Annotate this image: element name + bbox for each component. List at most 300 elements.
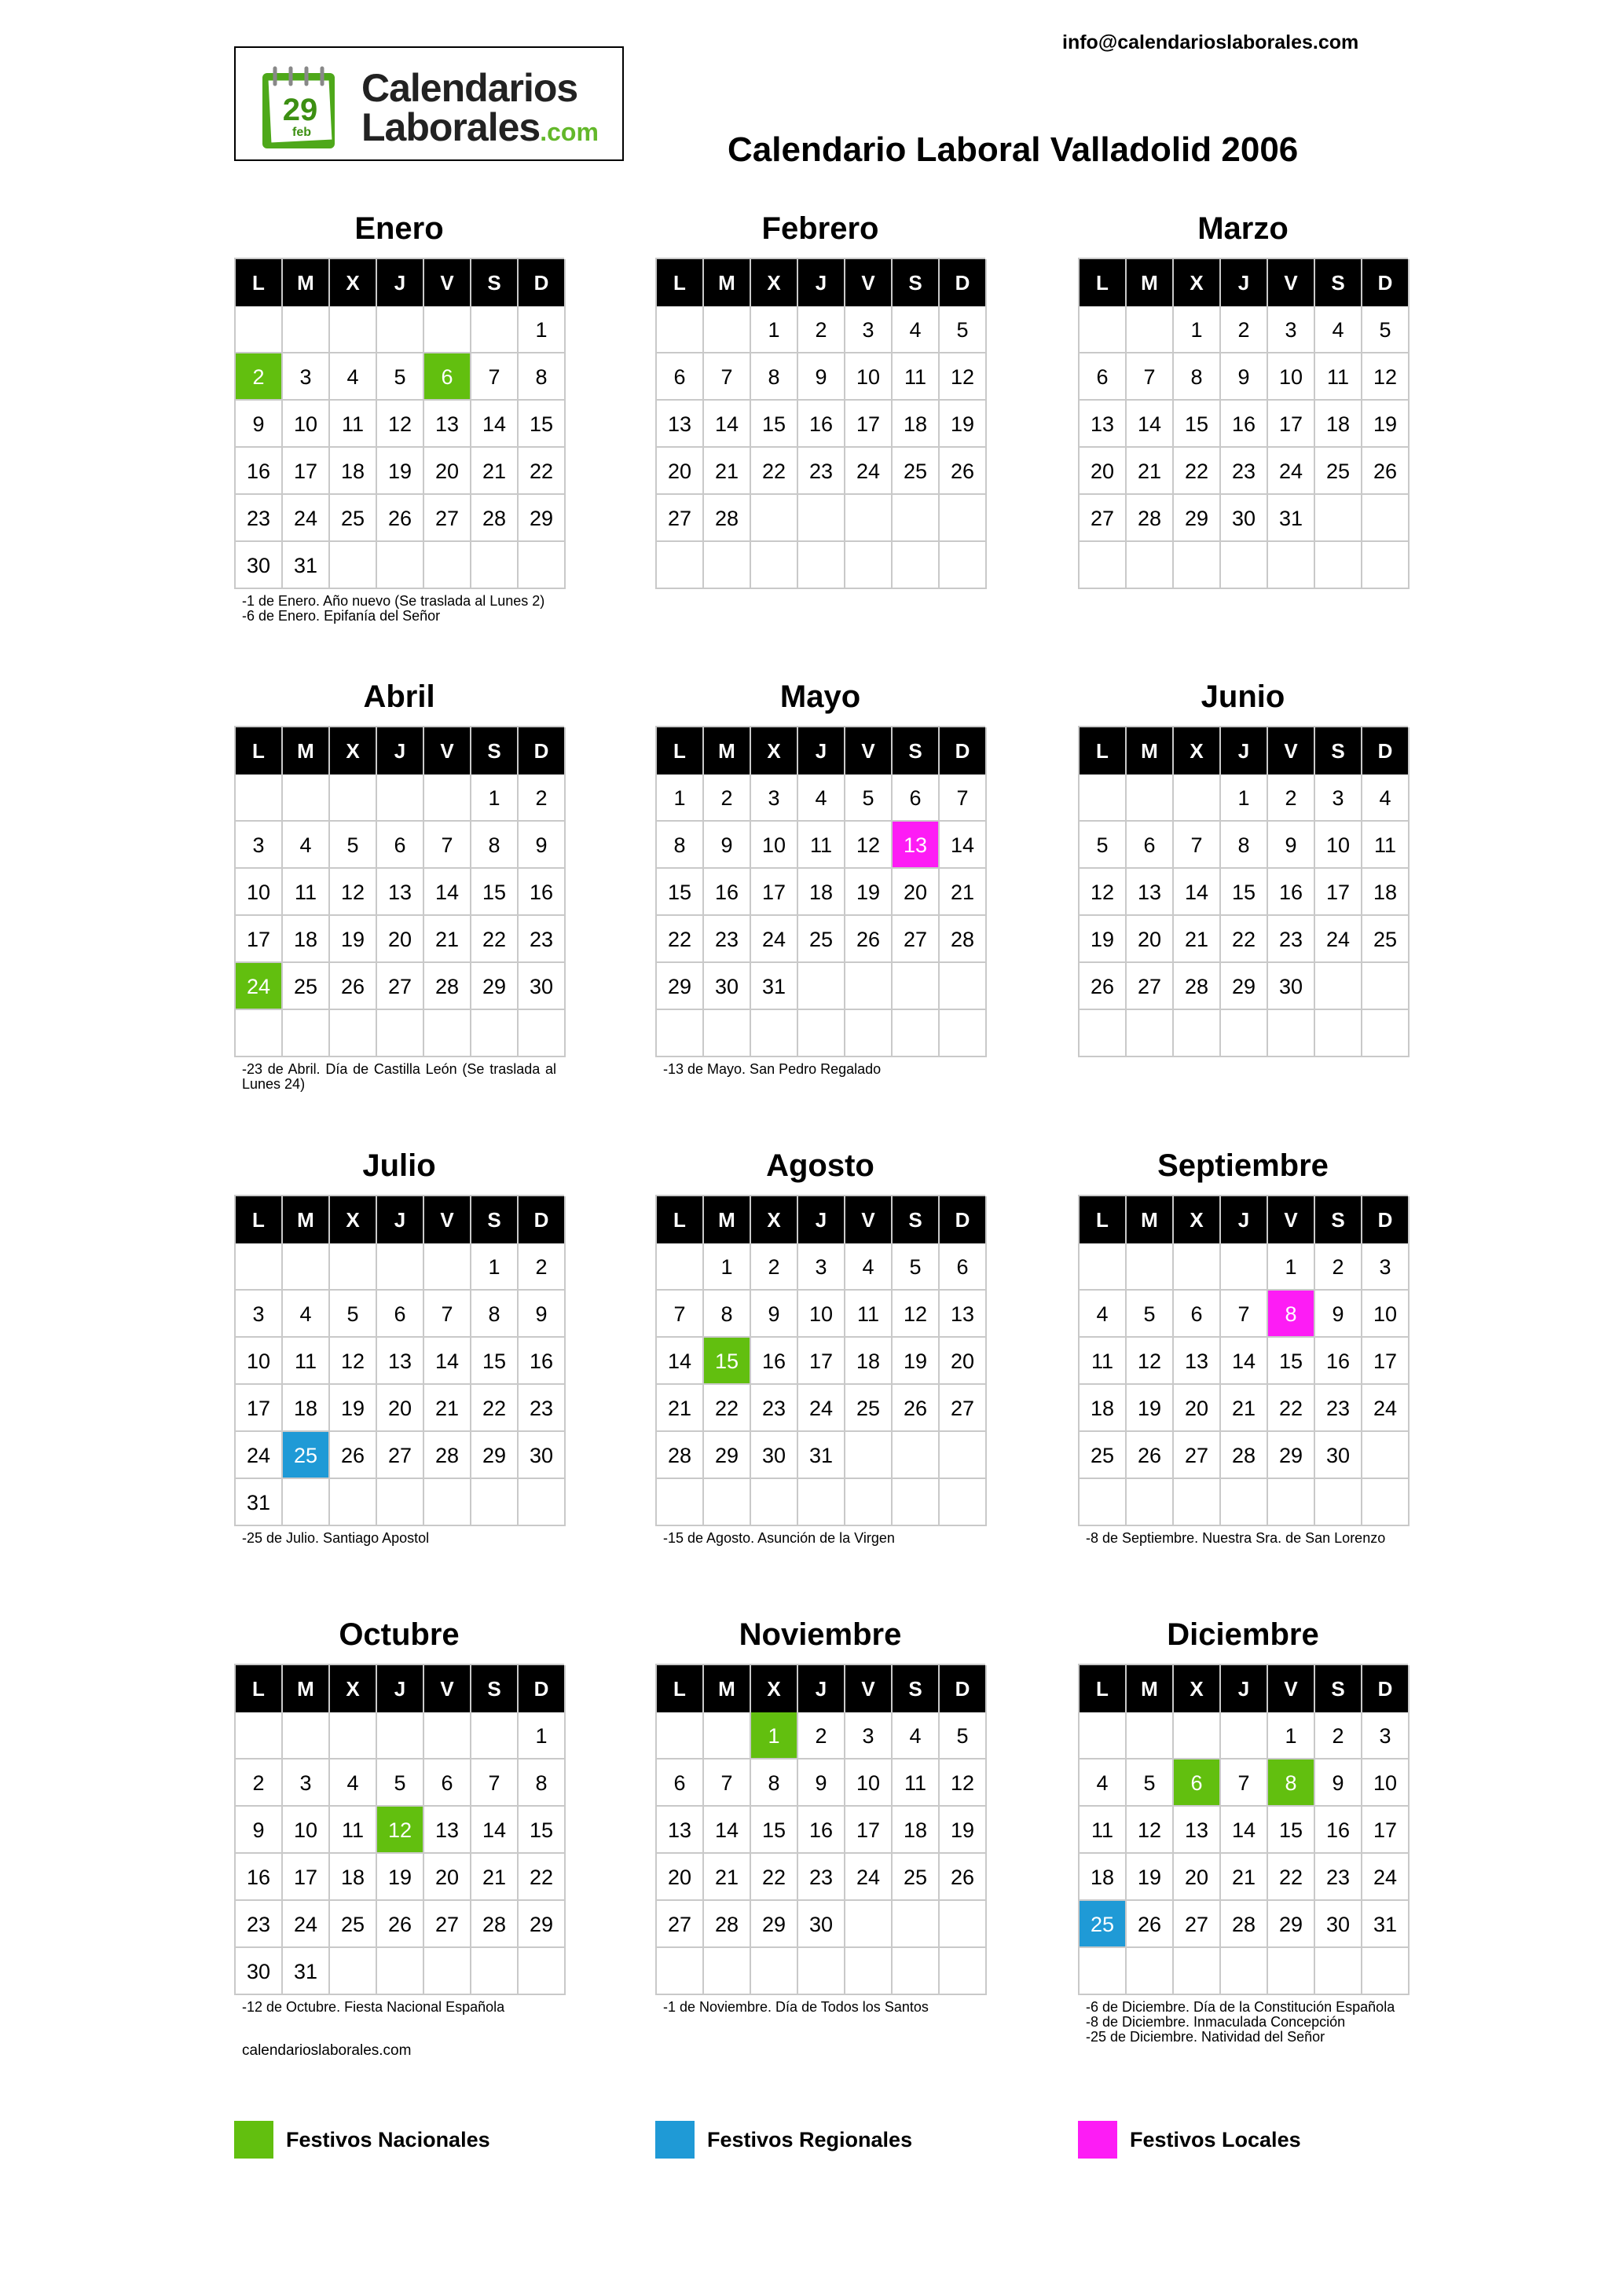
day-cell: 6 [657,1760,704,1807]
day-cell: 8 [1174,353,1221,401]
day-cell: 25 [330,1901,377,1948]
day-cell: 2 [519,774,566,822]
empty-cell [751,1479,798,1526]
empty-cell [1268,542,1315,589]
day-cell: 8 [704,1291,751,1338]
day-cell: 21 [471,448,519,495]
day-cell: 10 [1315,822,1362,869]
day-cell: 2 [1315,1243,1362,1291]
empty-cell [1080,1712,1127,1760]
weekday-header: L [1080,1196,1127,1243]
empty-cell [1127,542,1174,589]
weekday-header: S [893,1665,940,1712]
empty-cell [940,1901,987,1948]
day-cell: 30 [519,963,566,1010]
empty-cell [798,1479,845,1526]
day-cell: 3 [1315,774,1362,822]
empty-cell [1315,495,1362,542]
weekday-header: D [1362,1665,1410,1712]
day-cell: 30 [798,1901,845,1948]
day-cell: 11 [283,1338,330,1385]
month-enero [234,206,564,624]
empty-cell [940,1010,987,1057]
day-cell: 14 [1127,401,1174,448]
empty-cell [1362,963,1410,1010]
weekday-header: M [283,727,330,774]
day-cell: 13 [1127,869,1174,916]
month-grid [655,1664,985,1995]
empty-cell [940,1948,987,1995]
empty-cell [1127,1010,1174,1057]
day-cell: 10 [1362,1291,1410,1338]
day-cell: 10 [845,1760,893,1807]
empty-cell [330,306,377,353]
empty-cell [1268,1948,1315,1995]
day-cell: 5 [940,306,987,353]
day-cell: 29 [519,1901,566,1948]
month-octubre [234,1612,564,2015]
day-cell: 29 [704,1432,751,1479]
empty-cell [1315,1948,1362,1995]
weekday-header: J [798,1196,845,1243]
day-cell: 26 [845,916,893,963]
day-cell: 7 [1174,822,1221,869]
legend-label: Festivos Nacionales [286,2127,490,2151]
day-cell: 15 [1268,1807,1315,1854]
empty-cell [1315,1479,1362,1526]
holiday-cell-nacional: 1 [751,1712,798,1760]
day-cell: 14 [424,1338,471,1385]
day-cell: 13 [940,1291,987,1338]
day-cell: 1 [704,1243,751,1291]
month-title: Agosto [766,1148,874,1183]
day-cell: 10 [798,1291,845,1338]
day-cell: 21 [424,916,471,963]
empty-cell [1221,542,1268,589]
weekday-header: D [940,1665,987,1712]
month-notes [1078,2000,1408,2045]
day-cell: 27 [424,1901,471,1948]
weekday-header: V [845,1196,893,1243]
day-cell: 5 [1080,822,1127,869]
empty-cell [940,1479,987,1526]
empty-cell [1080,542,1127,589]
empty-cell [330,1948,377,1995]
month-notes [234,2000,564,2015]
day-cell: 28 [424,963,471,1010]
day-cell: 3 [1268,306,1315,353]
day-cell: 2 [1315,1712,1362,1760]
day-cell: 26 [330,1432,377,1479]
month-title: Octubre [339,1617,460,1652]
day-cell: 19 [1080,916,1127,963]
day-cell: 13 [1174,1807,1221,1854]
day-cell: 5 [893,1243,940,1291]
day-cell: 12 [330,1338,377,1385]
day-cell: 11 [1362,822,1410,869]
day-cell: 31 [283,1948,330,1995]
day-cell: 20 [893,869,940,916]
month-notes [655,1062,985,1077]
day-cell: 8 [519,1760,566,1807]
day-cell: 1 [1221,774,1268,822]
day-cell: 10 [751,822,798,869]
weekday-header: J [1221,1665,1268,1712]
day-cell: 14 [1174,869,1221,916]
empty-cell [704,1712,751,1760]
logo [234,46,624,161]
empty-cell [704,542,751,589]
day-cell: 28 [1174,963,1221,1010]
day-cell: 16 [236,448,283,495]
day-cell: 21 [1221,1854,1268,1901]
empty-cell [236,1712,283,1760]
day-cell: 30 [236,1948,283,1995]
day-cell: 15 [1268,1338,1315,1385]
weekday-header: D [940,259,987,306]
day-cell: 3 [845,1712,893,1760]
weekday-header: V [845,727,893,774]
day-cell: 22 [1174,448,1221,495]
empty-cell [471,1948,519,1995]
day-cell: 31 [283,542,330,589]
day-cell: 3 [283,353,330,401]
empty-cell [377,774,424,822]
day-cell: 15 [471,1338,519,1385]
day-cell: 3 [751,774,798,822]
day-cell: 8 [751,353,798,401]
day-cell: 4 [1080,1760,1127,1807]
day-cell: 21 [424,1385,471,1432]
day-cell: 16 [1268,869,1315,916]
weekday-header: S [1315,259,1362,306]
day-cell: 22 [657,916,704,963]
day-cell: 7 [1127,353,1174,401]
empty-cell [704,306,751,353]
empty-cell [893,1901,940,1948]
day-cell: 7 [940,774,987,822]
day-cell: 11 [893,353,940,401]
empty-cell [519,1479,566,1526]
empty-cell [519,1010,566,1057]
empty-cell [751,1948,798,1995]
day-cell: 9 [704,822,751,869]
day-cell: 23 [519,916,566,963]
day-cell: 15 [1221,869,1268,916]
month-title: Noviembre [739,1617,902,1652]
day-cell: 11 [1080,1807,1127,1854]
day-cell: 18 [330,1854,377,1901]
day-cell: 10 [845,353,893,401]
weekday-header: X [1174,259,1221,306]
empty-cell [424,306,471,353]
day-cell: 5 [845,774,893,822]
weekday-header: M [704,259,751,306]
day-cell: 19 [1127,1854,1174,1901]
empty-cell [471,1712,519,1760]
empty-cell [845,1010,893,1057]
day-cell: 6 [940,1243,987,1291]
empty-cell [798,495,845,542]
empty-cell [1080,774,1127,822]
holiday-cell-nacional: 12 [377,1807,424,1854]
month-title: Abril [363,679,435,714]
day-cell: 8 [657,822,704,869]
month-julio [234,1143,564,1546]
day-cell: 14 [471,1807,519,1854]
footer-site[interactable]: calendarioslaborales.com [242,2042,412,2059]
day-cell: 21 [1221,1385,1268,1432]
weekday-header: S [471,259,519,306]
holiday-note: -12 de Octubre. Fiesta Nacional Española [242,1999,505,2015]
month-septiembre [1078,1143,1408,1546]
day-cell: 30 [751,1432,798,1479]
empty-cell [519,542,566,589]
month-noviembre [655,1612,985,2015]
empty-cell [845,542,893,589]
month-grid [655,258,985,589]
day-cell: 31 [236,1479,283,1526]
holiday-note: -13 de Mayo. San Pedro Regalado [663,1061,882,1077]
empty-cell [1362,495,1410,542]
empty-cell [1221,1712,1268,1760]
day-cell: 12 [893,1291,940,1338]
weekday-header: S [893,727,940,774]
day-cell: 15 [519,1807,566,1854]
empty-cell [1174,774,1221,822]
day-cell: 7 [704,353,751,401]
day-cell: 20 [424,448,471,495]
empty-cell [1127,1948,1174,1995]
day-cell: 30 [1315,1901,1362,1948]
day-cell: 2 [1268,774,1315,822]
day-cell: 12 [330,869,377,916]
weekday-header: J [798,727,845,774]
day-cell: 23 [1268,916,1315,963]
day-cell: 10 [1362,1760,1410,1807]
empty-cell [424,774,471,822]
day-cell: 11 [845,1291,893,1338]
empty-cell [1127,774,1174,822]
empty-cell [424,1479,471,1526]
weekday-header: X [330,1196,377,1243]
day-cell: 20 [1174,1385,1221,1432]
empty-cell [377,1948,424,1995]
day-cell: 15 [1174,401,1221,448]
month-diciembre [1078,1612,1408,2045]
day-cell: 1 [657,774,704,822]
day-cell: 7 [1221,1760,1268,1807]
day-cell: 17 [798,1338,845,1385]
day-cell: 16 [704,869,751,916]
day-cell: 18 [845,1338,893,1385]
empty-cell [657,306,704,353]
day-cell: 26 [1080,963,1127,1010]
weekday-header: V [1268,259,1315,306]
month-title: Diciembre [1167,1617,1319,1652]
day-cell: 18 [283,916,330,963]
holiday-cell-nacional: 8 [1268,1760,1315,1807]
empty-cell [798,963,845,1010]
empty-cell [377,542,424,589]
empty-cell [893,963,940,1010]
empty-cell [704,1948,751,1995]
weekday-header: X [330,1665,377,1712]
holiday-cell-nacional: 24 [236,963,283,1010]
holiday-cell-regional: 25 [283,1432,330,1479]
empty-cell [940,1432,987,1479]
month-title: Julio [362,1148,436,1183]
empty-cell [1362,1010,1410,1057]
month-grid [234,726,564,1057]
empty-cell [1315,1010,1362,1057]
empty-cell [845,1432,893,1479]
empty-cell [1362,1948,1410,1995]
weekday-header: J [1221,727,1268,774]
weekday-header: D [940,727,987,774]
day-cell: 29 [1268,1901,1315,1948]
day-cell: 1 [519,306,566,353]
weekday-header: X [751,727,798,774]
day-cell: 12 [940,353,987,401]
month-grid [234,1664,564,1995]
day-cell: 25 [893,1854,940,1901]
weekday-header: D [940,1196,987,1243]
day-cell: 23 [704,916,751,963]
empty-cell [657,1712,704,1760]
day-cell: 28 [657,1432,704,1479]
month-grid [234,258,564,589]
empty-cell [471,1479,519,1526]
legend-swatch [1078,2121,1117,2159]
day-cell: 28 [1127,495,1174,542]
month-febrero [655,206,985,594]
day-cell: 17 [845,401,893,448]
weekday-header: S [1315,1665,1362,1712]
day-cell: 19 [940,1807,987,1854]
weekday-header: J [1221,259,1268,306]
weekday-header: D [519,1665,566,1712]
day-cell: 1 [519,1712,566,1760]
day-cell: 28 [471,495,519,542]
weekday-header: J [377,1665,424,1712]
legend-swatch [234,2121,273,2159]
contact-email[interactable]: info@calendarioslaborales.com [1062,31,1359,53]
day-cell: 6 [1080,353,1127,401]
day-cell: 14 [1221,1338,1268,1385]
weekday-header: X [330,259,377,306]
day-cell: 14 [471,401,519,448]
day-cell: 30 [519,1432,566,1479]
empty-cell [424,1712,471,1760]
weekday-header: D [519,1196,566,1243]
day-cell: 23 [1315,1854,1362,1901]
holiday-cell-local: 8 [1268,1291,1315,1338]
day-cell: 31 [1268,495,1315,542]
holiday-note: -25 de Julio. Santiago Apostol [242,1530,430,1546]
day-cell: 29 [1221,963,1268,1010]
empty-cell [893,1432,940,1479]
day-cell: 2 [519,1243,566,1291]
empty-cell [657,1243,704,1291]
empty-cell [657,1479,704,1526]
day-cell: 23 [1221,448,1268,495]
empty-cell [377,1010,424,1057]
day-cell: 13 [377,869,424,916]
month-grid [1078,1664,1408,1995]
day-cell: 13 [377,1338,424,1385]
day-cell: 7 [1221,1291,1268,1338]
empty-cell [1221,1479,1268,1526]
day-cell: 31 [798,1432,845,1479]
weekday-header: J [1221,1196,1268,1243]
weekday-header: M [704,727,751,774]
day-cell: 23 [798,1854,845,1901]
empty-cell [519,1948,566,1995]
day-cell: 22 [751,448,798,495]
logo-brand-line1: Calendarios [361,66,578,110]
month-grid [1078,1195,1408,1526]
empty-cell [471,542,519,589]
day-cell: 27 [377,1432,424,1479]
holiday-note: -1 de Noviembre. Día de Todos los Santos [663,1999,929,2015]
day-cell: 1 [471,774,519,822]
day-cell: 14 [424,869,471,916]
weekday-header: X [751,259,798,306]
day-cell: 26 [1362,448,1410,495]
day-cell: 22 [1268,1385,1315,1432]
empty-cell [471,306,519,353]
day-cell: 10 [236,1338,283,1385]
empty-cell [1174,1243,1221,1291]
holiday-note: -25 de Diciembre. Natividad del Señor [1086,2029,1325,2045]
weekday-header: L [236,259,283,306]
empty-cell [1127,1243,1174,1291]
day-cell: 6 [1174,1291,1221,1338]
day-cell: 21 [1127,448,1174,495]
empty-cell [1362,1479,1410,1526]
day-cell: 27 [1174,1901,1221,1948]
month-notes [1078,1531,1408,1546]
holiday-note: -15 de Agosto. Asunción de la Virgen [663,1530,895,1546]
day-cell: 1 [1174,306,1221,353]
day-cell: 19 [1127,1385,1174,1432]
day-cell: 29 [471,963,519,1010]
day-cell: 16 [1315,1338,1362,1385]
day-cell: 15 [751,1807,798,1854]
empty-cell [283,1010,330,1057]
day-cell: 16 [798,1807,845,1854]
weekday-header: M [1127,1196,1174,1243]
empty-cell [751,495,798,542]
empty-cell [236,1243,283,1291]
weekday-header: V [845,1665,893,1712]
day-cell: 8 [471,1291,519,1338]
day-cell: 9 [236,1807,283,1854]
day-cell: 4 [330,353,377,401]
empty-cell [471,1010,519,1057]
weekday-header: D [519,259,566,306]
empty-cell [798,1010,845,1057]
day-cell: 23 [519,1385,566,1432]
day-cell: 6 [377,1291,424,1338]
day-cell: 21 [704,1854,751,1901]
day-cell: 23 [236,1901,283,1948]
empty-cell [377,1243,424,1291]
day-cell: 6 [657,353,704,401]
day-cell: 18 [798,869,845,916]
month-grid [1078,258,1408,589]
